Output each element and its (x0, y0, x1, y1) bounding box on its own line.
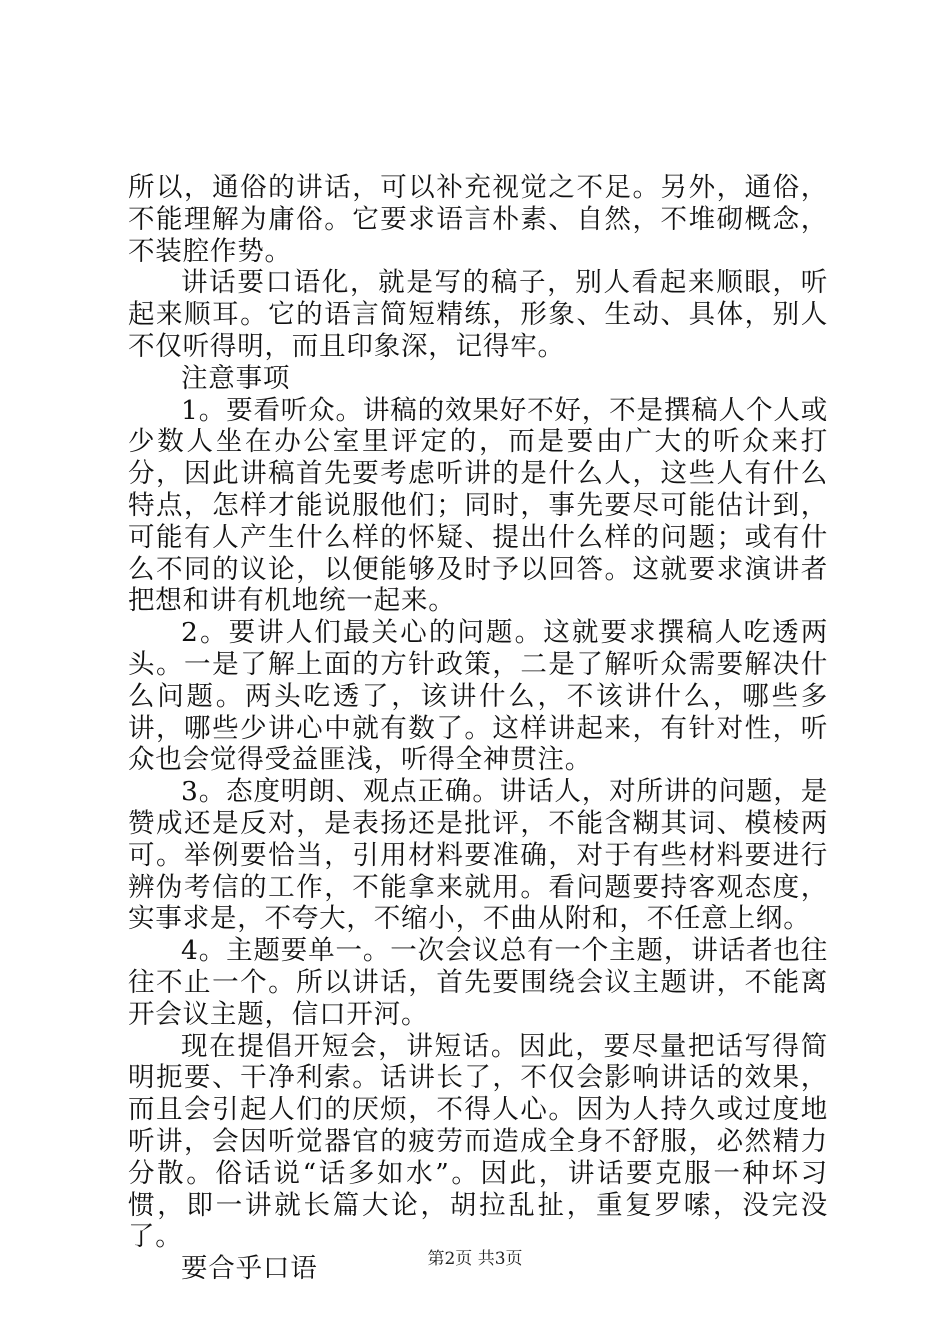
list-item: 1。要看听众。讲稿的效果好不好，不是撰稿人个人或少数人坐在办公室里评定的，而是要由广大的听众来打分，因此讲稿首先要考虑听讲的是什么人，这些人有什么特点，怎样才能说服他们；同时，事先要尽可能估计到，可能有人产生什么样的怀疑、提出什么样的问题；或有什么不同的议论，以便能够及时予以回答。这就要求演讲者把想和讲有机地统一起来。 (128, 394, 828, 617)
paragraph: 现在提倡开短会，讲短话。因此，要尽量把话写得简明扼要、干净利索。话讲长了，不仅会影响讲话的效果，而且会引起人们的厌烦，不得人心。因为人持久或过度地听讲，会因听觉器官的疲劳而造成全身不舒服，必然精力分散。俗话说“话多如水”。因此，讲话要克服一种坏习惯，即一讲就长篇大论，胡拉乱扯，重复罗嗦，没完没了。 (128, 1030, 828, 1253)
list-item: 4。主题要单一。一次会议总有一个主题，讲话者也往往不止一个。所以讲话，首先要围绕会议主题讲，不能离开会议主题，信口开河。 (128, 935, 828, 1030)
section-heading: 注意事项 (181, 362, 291, 394)
list-item: 3。态度明朗、观点正确。讲话人，对所讲的问题，是赞成还是反对，是表扬还是批评，不能含糊其词、模棱两可。举例要恰当，引用材料要准确，对于有些材料要进行辨伪考信的工作，不能拿来就用。看问题要持客观态度，实事求是，不夸大，不缩小，不曲从附和，不任意上纲。 (128, 776, 828, 935)
page-number: 第2页 共3页 (427, 1249, 523, 1269)
section-heading: 要合乎口语 (181, 1253, 318, 1285)
paragraph: 讲话要口语化，就是写的稿子，别人看起来顺眼，听起来顺耳。它的语言简短精练，形象、生动、具体，别人不仅听得明，而且印象深，记得牢。 (128, 267, 828, 362)
list-item: 2。要讲人们最关心的问题。这就要求撰稿人吃透两头。一是了解上面的方针政策，二是了解听众需要解决什么问题。两头吃透了，该讲什么，不该讲什么，哪些多讲，哪些少讲心中就有数了。这样讲起来，有针对性，听众也会觉得受益匪浅，听得全神贯注。 (128, 617, 828, 776)
document-body (128, 172, 828, 1285)
paragraph: 所以，通俗的讲话，可以补充视觉之不足。另外，通俗，不能理解为庸俗。它要求语言朴素、自然，不堆砌概念，不装腔作势。 (128, 172, 828, 267)
